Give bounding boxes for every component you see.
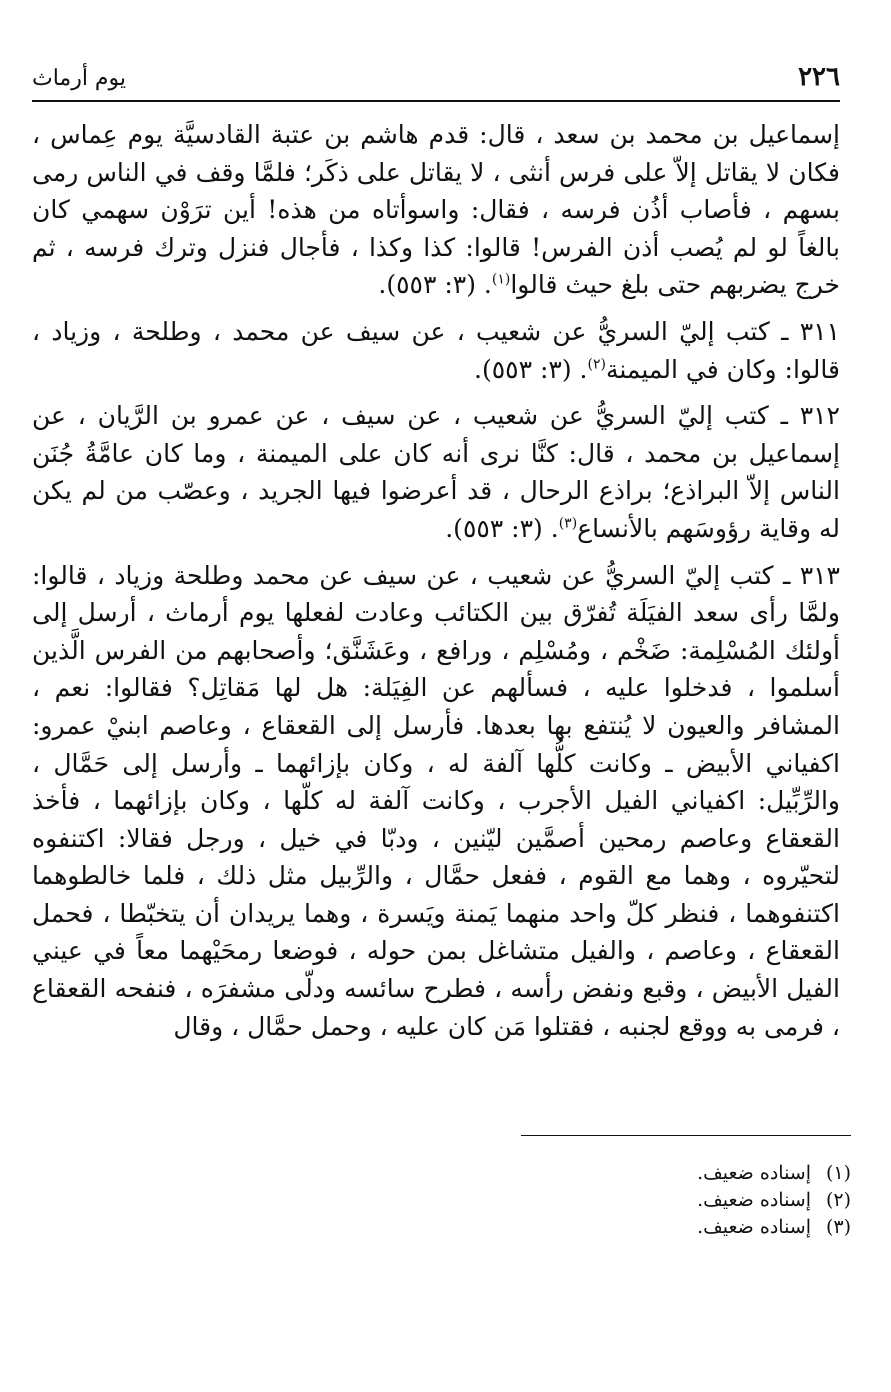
- footnote-text: إسناده ضعيف.: [697, 1189, 811, 1211]
- paragraph: [32, 557, 840, 1046]
- source-reference: . (٣: ٥٥٣).: [474, 354, 588, 384]
- source-reference: . (٣: ٥٥٣).: [378, 270, 492, 300]
- footnote: [351, 1187, 851, 1214]
- paragraph: [32, 397, 840, 547]
- paragraph-text: ٣١٣ ـ كتب إليّ السريُّ عن شعيب ، عن سيف عن محمد وطلحة وزياد ، قالوا: ولمَّا رأى سعد الفيَلَة تُفرّق بين الكتائب وعادت لفعلها يوم أرماث ، أرسل إلى أولئك المُسْلِمة: ضَخْم ، ومُسْلِم ، ورافع ، وعَشَنَّق؛ وأصحابهم من الفرس الَّذين أسلموا ، فدخلوا عليه ، فسألهم عن الفِيَلة: هل لها مَقاتِل؟ فقالوا: نعم ، المشافر والعيون لا يُنتفع بها بعدها. فأرسل إلى القعقاع ، وعاصم ابنيْ عمرو: اكفياني الأبيض ـ وكانت كلُّها آلفة له ، وكان بإزائهما ـ وأرسل إلى حَمَّال ، والرِّبِّيل: اكفياني الفيل الأجرب ، وكانت آلفة له كلّها ، وكان بإزائهما ، فأخذ القعقاع وعاصم رمحين أصمَّين ليّنين ، ودبّا في خيل ، ورجل فقالا: اكتنفوه لتحيّروه ، وهما مع القوم ، ففعل حمَّال ، والرِّبيل مثل ذلك ، فلما خالطوهما اكتنفوهما ، فنظر كلّ واحد منهما يَمنة ويَسرة ، وهما يريدان أن يتخبّطا ، فحمل القعقاع ، وعاصم ، والفيل متشاغل بمن حوله ، فوضعا رمحَيْهما معاً في عيني الفيل الأبيض ، وقبع ونفض رأسه ، فطرح سائسه ودلّى مشفرَه ، فنفحه القعقاع ، فرمى به ووقع لجنبه ، فقتلوا مَن كان عليه ، وحمل حمَّال ، وقال: [32, 560, 840, 1041]
- paragraph: [32, 116, 840, 304]
- footnote-number: (١): [825, 1162, 851, 1184]
- footnote-divider: [521, 1135, 851, 1136]
- footnote-marker: (٢): [587, 356, 606, 373]
- page-number: ٢٢٦: [798, 62, 840, 92]
- footnote-number: (٢): [825, 1189, 851, 1211]
- document-page: [32, 60, 840, 1054]
- footnote: [351, 1214, 851, 1241]
- footnotes: [351, 1160, 851, 1241]
- footnote-text: إسناده ضعيف.: [697, 1216, 811, 1238]
- footnote-number: (٣): [825, 1216, 851, 1238]
- footnote-marker: (٣): [558, 515, 578, 532]
- footnote: [351, 1160, 851, 1187]
- body-text: [32, 116, 840, 1045]
- paragraph-text: إسماعيل بن محمد بن سعد ، قال: قدم هاشم بن عتبة القادسيَّة يوم عِماس ، فكان لا يقاتل إلاّ على فرس أنثى ، لا يقاتل على ذكَر؛ فلمَّا وقف في الناس رمى بسهم ، فأصاب أذُن فرسه ، فقال: واسوأتاه من هذه! أين ترَوْن سهمي كان بالغاً لو لم يُصب أذن الفرس! قالوا: كذا وكذا ، فأجال فنزل وترك فرسه ، ثم خرج يضربهم حتى بلغ حيث قالوا: [32, 120, 840, 300]
- paragraph-text: ٣١١ ـ كتب إليّ السريُّ عن شعيب ، عن سيف عن محمد ، وطلحة ، وزياد ، قالوا: وكان في الميمنة: [32, 316, 840, 384]
- paragraph: [32, 313, 840, 388]
- source-reference: . (٣: ٥٥٣).: [445, 513, 559, 543]
- footnote-text: إسناده ضعيف.: [697, 1162, 811, 1184]
- footnote-marker: (١): [491, 272, 511, 289]
- page-header: [32, 60, 840, 102]
- paragraph-text: ٣١٢ ـ كتب إليّ السريُّ عن شعيب ، عن سيف ، عن عمرو بن الرَّيان ، عن إسماعيل بن محمد ، قال: كنَّا نرى أنه كان على الميمنة ، وما كان عامَّةُ جُنَن الناس إلاّ البراذع؛ براذع الرحال ، قد أعرضوا فيها الجريد ، وعصّب من لم يكن له وقاية رؤوسَهم بالأنساع: [32, 401, 840, 543]
- running-title: يوم أرماث: [32, 66, 127, 91]
